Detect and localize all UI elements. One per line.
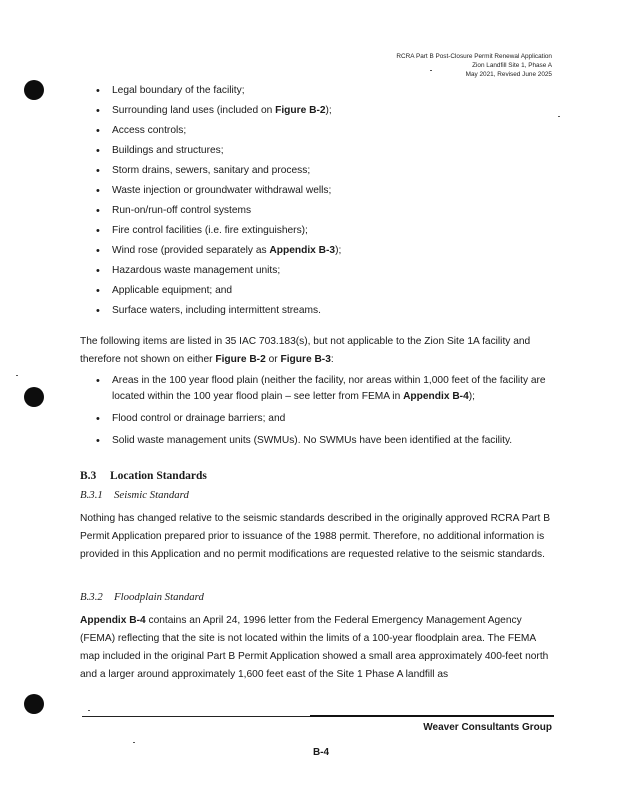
scan-speck xyxy=(133,742,135,743)
list-item: • Wind rose (provided separately as Appendix B-3); xyxy=(96,244,341,264)
section-heading: B.3 Location Standards xyxy=(80,470,207,482)
list-item: • Legal boundary of the facility; xyxy=(96,84,341,104)
list-item: • Surrounding land uses (included on Figure B-2); xyxy=(96,104,341,124)
list-item: • Fire control facilities (i.e. fire extinguishers); xyxy=(96,224,341,244)
floodplain-paragraph: Appendix B-4 contains an April 24, 1996 letter from the Federal Emergency Management Agency (FEMA) reflecting that the site is not located within the limits of a 100-year floodplain area. The FEMA map included in the original Part B Permit Application showed a small area approximately 400-feet north and a larger around approximately 1,600 feet east of the Site 1 Phase A landfill as xyxy=(80,615,549,680)
list-item: • Applicable equipment; and xyxy=(96,284,341,304)
list-item: • Hazardous waste management units; xyxy=(96,264,341,284)
seismic-paragraph: Nothing has changed relative to the seismic standards described in the originally approved RCRA Part B Permit Application prepared prior to issuance of the 1988 permit. Therefore, no additional information is provided in this Application and no permit modifications are requested relative to the seismic standards. xyxy=(80,513,551,560)
subsection-heading-floodplain: B.3.2 Floodplain Standard xyxy=(80,591,204,603)
list-item: • Solid waste management units (SWMUs). No SWMUs have been identified at the facility. xyxy=(96,433,552,449)
page-number: B-4 xyxy=(312,747,330,758)
not-applicable-list xyxy=(96,373,552,455)
punch-hole-top xyxy=(24,80,44,100)
punch-hole-bottom xyxy=(24,694,44,714)
subsection-heading-seismic: B.3.1 Seismic Standard xyxy=(80,489,189,501)
scan-speck xyxy=(558,116,560,117)
footer-rule-accent xyxy=(310,715,554,717)
footer-organization: Weaver Consultants Group xyxy=(423,722,552,733)
header-line-3: May 2021, Revised June 2025 xyxy=(465,71,552,78)
list-item: • Access controls; xyxy=(96,124,341,144)
list-item: • Waste injection or groundwater withdrawal wells; xyxy=(96,184,341,204)
list-item: • Buildings and structures; xyxy=(96,144,341,164)
not-applicable-intro: The following items are listed in 35 IAC 703.183(s), but not applicable to the Zion Site 1A facility and therefore not shown on either Figure B-2 or Figure B-3: xyxy=(80,336,531,365)
header-line-2: Zion Landfill Site 1, Phase A xyxy=(472,62,552,69)
scan-speck xyxy=(88,710,90,711)
site-features-list xyxy=(96,84,341,324)
list-item: • Run-on/run-off control systems xyxy=(96,204,341,224)
punch-hole-middle xyxy=(24,387,44,407)
list-item: • Surface waters, including intermittent streams. xyxy=(96,304,341,324)
list-item: • Storm drains, sewers, sanitary and process; xyxy=(96,164,341,184)
list-item: • Areas in the 100 year flood plain (neither the facility, nor areas within 1,000 feet of the facility are located within the 100 year flood plain – see letter from FEMA in Appendix B-4); xyxy=(96,373,552,405)
list-item: • Flood control or drainage barriers; and xyxy=(96,411,552,427)
running-header xyxy=(396,52,552,79)
header-line-1: RCRA Part B Post-Closure Permit Renewal Application xyxy=(396,53,552,60)
scan-speck xyxy=(16,375,18,376)
